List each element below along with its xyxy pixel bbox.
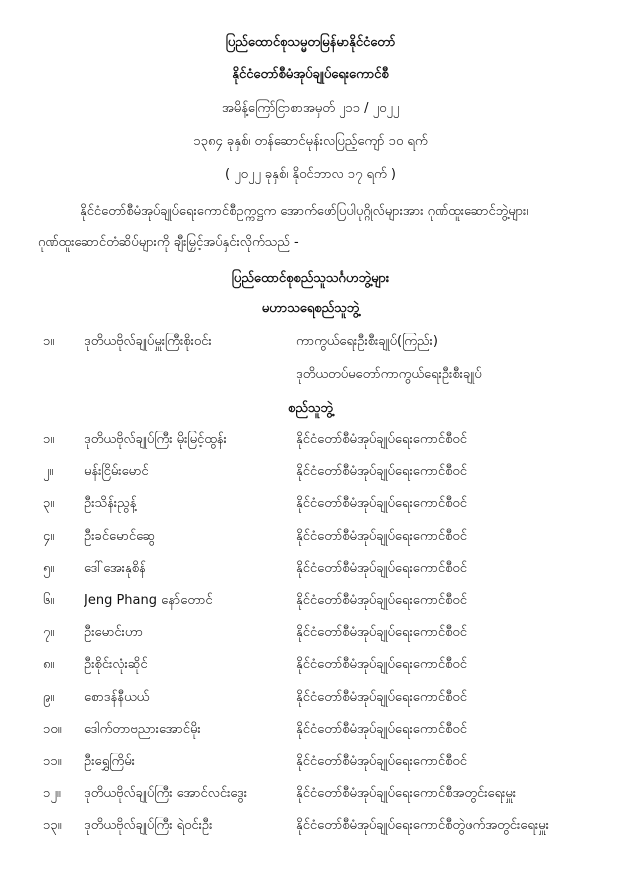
date-gregorian: ( ၂၀၂၂ ခုနှစ်၊ နိုဝင်ဘာလ ၁၇ ရက် ) xyxy=(225,167,396,182)
list-item xyxy=(0,817,621,841)
item-role: နိုင်ငံတော်စီမံအုပ်ချုပ်ရေးကောင်စီဝင် xyxy=(296,754,467,769)
item-name: ဒုတိယဗိုလ်ချုပ်ကြီး ရဲဝင်းဦး xyxy=(84,818,213,833)
item-name: Jeng Phang နော်တောင် xyxy=(84,593,213,608)
subsection-title-maha: မဟာသရေစည်သူဘွဲ့ xyxy=(261,301,360,316)
item-number: ၄။ xyxy=(43,529,55,544)
item-role: ကာကွယ်ရေးဦးစီးချုပ်(ကြည်း) xyxy=(296,334,438,349)
date-myanmar: ၁၃၈၄ ခုနှစ်၊ တန်ဆောင်မုန်းလပြည့်ကျော် ၁၀ ရက် xyxy=(193,134,428,149)
item-number: ၁။ xyxy=(43,334,55,349)
item-number: ၁၂။ xyxy=(43,786,61,801)
item-role: နိုင်ငံတော်စီမံအုပ်ချုပ်ရေးကောင်စီအတွင်းရေးမှူး xyxy=(296,786,517,801)
list-item xyxy=(0,592,621,616)
list-item-extra xyxy=(0,366,621,390)
item-name: ဒေါက်တာဗညားအောင်မိုး xyxy=(84,722,201,737)
item-name: ဒုတိယဗိုလ်ချုပ်ကြီး မိုးမြင့်ထွန်း xyxy=(84,432,227,447)
list-item xyxy=(0,656,621,680)
item-number: ၃။ xyxy=(43,496,55,511)
item-name: ဦးရွှေကြိမ်း xyxy=(84,754,135,769)
item-name: ဦးမောင်းဟာ xyxy=(84,625,143,640)
item-number: ၁၃။ xyxy=(43,818,62,833)
item-name: ဒုတိယဗိုလ်ချုပ်မှူးကြီးစိုးဝင်း xyxy=(84,334,212,349)
list-item xyxy=(0,560,621,584)
list-item xyxy=(0,689,621,713)
header-council: နိုင်ငံတော်စီမံအုပ်ချုပ်ရေးကောင်စီ xyxy=(232,67,389,82)
item-name: စောဒန်နီယယ် xyxy=(84,690,150,705)
item-number: ၁၁။ xyxy=(43,754,62,769)
item-number: ၂။ xyxy=(43,464,54,479)
item-name: ဒုတိယဗိုလ်ချုပ်ကြီး အောင်လင်းဒွေး xyxy=(84,786,248,801)
list-item xyxy=(0,495,621,519)
section-title: ပြည်ထောင်စုစည်သူသင်္ဂဟဘွဲ့များ xyxy=(231,271,390,286)
item-role: နိုင်ငံတော်စီမံအုပ်ချုပ်ရေးကောင်စီဝင် xyxy=(296,722,467,737)
item-number: ၈။ xyxy=(43,657,55,672)
item-number: ၆။ xyxy=(43,593,55,608)
list-item xyxy=(0,753,621,777)
item-number: ၅။ xyxy=(43,561,55,576)
item-role: နိုင်ငံတော်စီမံအုပ်ချုပ်ရေးကောင်စီဝင် xyxy=(296,593,467,608)
item-role: နိုင်ငံတော်စီမံအုပ်ချုပ်ရေးကောင်စီတွဲဖက်အတွင်းရေးမှူး xyxy=(296,818,549,833)
item-number: ၁၀။ xyxy=(43,722,62,737)
item-role: နိုင်ငံတော်စီမံအုပ်ချုပ်ရေးကောင်စီဝင် xyxy=(296,432,467,447)
item-number: ၉။ xyxy=(43,690,55,705)
item-role: နိုင်ငံတော်စီမံအုပ်ချုပ်ရေးကောင်စီဝင် xyxy=(296,657,467,672)
item-number: ၁။ xyxy=(43,432,55,447)
list-item xyxy=(0,721,621,745)
item-name: ဒေါ်အေးနုစိန် xyxy=(84,561,146,576)
item-role: နိုင်ငံတော်စီမံအုပ်ချုပ်ရေးကောင်စီဝင် xyxy=(296,529,467,544)
item-role: နိုင်ငံတော်စီမံအုပ်ချုပ်ရေးကောင်စီဝင် xyxy=(296,561,467,576)
item-role: နိုင်ငံတော်စီမံအုပ်ချုပ်ရေးကောင်စီဝင် xyxy=(296,496,467,511)
list-item xyxy=(0,463,621,487)
item-role: နိုင်ငံတော်စီမံအုပ်ချုပ်ရေးကောင်စီဝင် xyxy=(296,464,467,479)
list-item xyxy=(0,528,621,552)
subsection-title-sithu: စည်သူဘွဲ့ xyxy=(288,401,333,416)
item-name: ဦးစိုင်းလုံးဆိုင် xyxy=(84,657,148,672)
intro-paragraph: နိုင်ငံတော်စီမံအုပ်ချုပ်ရေးကောင်စီဥက္ကဋ္ဌက အောက်ဖော်ပြပါပုဂ္ဂိုလ်များအား ဂုဏ်ထူးဆောင်ဘွဲ့များ၊ ဂုဏ်ထူးဆောင်တံဆိပ်များကို ချီးမြှင့်အပ်နှင်းလိုက်သည် - xyxy=(38,204,529,250)
item-name: ဦးခင်မောင်ဆွေ xyxy=(84,529,156,544)
item-name: မန်းငြိမ်းမောင် xyxy=(84,464,149,479)
list-item xyxy=(0,333,621,357)
item-number: ၇။ xyxy=(43,625,55,640)
list-item xyxy=(0,624,621,648)
item-role: နိုင်ငံတော်စီမံအုပ်ချုပ်ရေးကောင်စီဝင် xyxy=(296,690,467,705)
order-number: အမိန့်ကြော်ငြာစာအမှတ် ၂၁၁ / ၂၀၂၂ xyxy=(221,101,400,116)
item-role-extra: ဒုတိယတပ်မတော်ကာကွယ်ရေးဦးစီးချုပ် xyxy=(296,367,482,382)
header-country: ပြည်ထောင်စုသမ္မတမြန်မာနိုင်ငံတော် xyxy=(225,35,396,50)
item-name: ဦးသိန်းညွန့် xyxy=(84,496,137,511)
item-role: နိုင်ငံတော်စီမံအုပ်ချုပ်ရေးကောင်စီဝင် xyxy=(296,625,467,640)
list-item xyxy=(0,431,621,455)
list-item xyxy=(0,785,621,809)
